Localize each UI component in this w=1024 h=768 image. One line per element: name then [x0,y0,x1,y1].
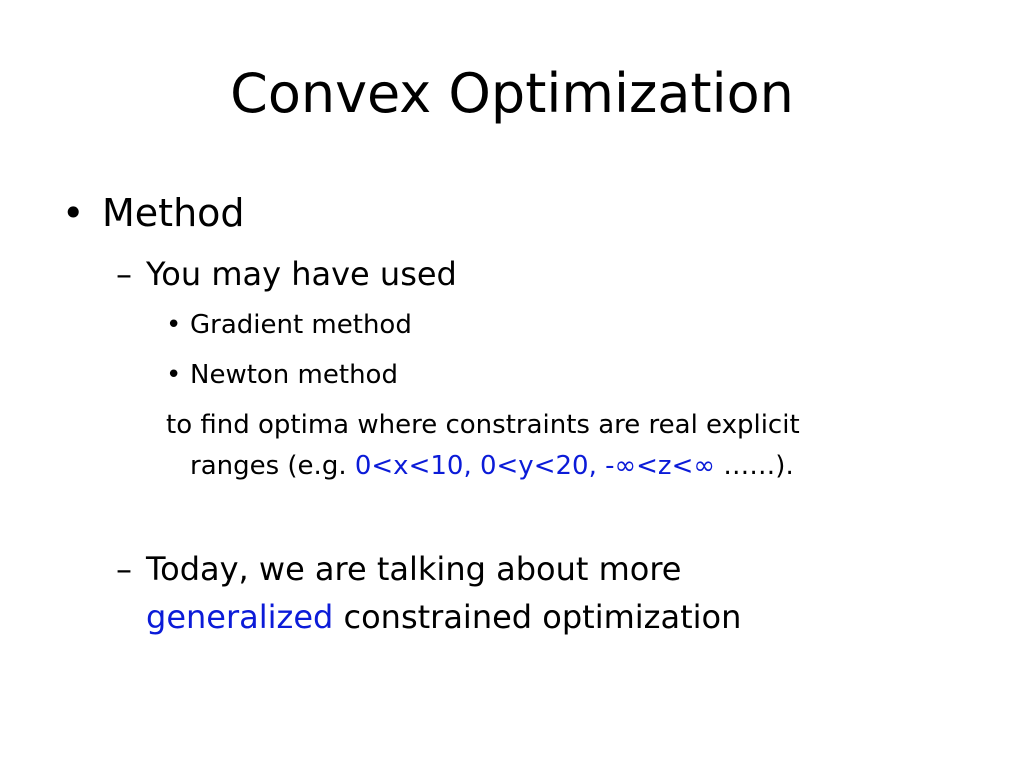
continuation-line-1: to find optima where constraints are real explicit [166,410,800,440]
bullet-icon: • [166,310,182,340]
continuation-prefix: ranges (e.g. [190,451,355,481]
continuation-line-2 [190,450,794,482]
highlight-generalized: generalized [146,598,334,636]
dash-icon: – [116,255,132,293]
today-rest: constrained optimization [333,598,742,636]
range-x: 0<x<10, [354,451,472,481]
bullet-icon: • [166,360,182,390]
list-item-gradient-method: Gradient method [190,310,412,340]
dash-icon: – [116,550,132,588]
sub-bullet-today: Today, we are talking about more [146,550,682,588]
bullet-icon: • [62,191,85,235]
range-z: -∞<z<∞ [605,451,716,481]
list-item-newton-method: Newton method [190,360,398,390]
sub-bullet-you-may-have-used: You may have used [146,255,457,293]
range-y: 0<y<20, [479,451,597,481]
slide-title: Convex Optimization [230,62,794,125]
bullet-method: Method [102,191,245,235]
continuation-suffix: ……). [715,451,794,481]
sub-bullet-today-line-2 [146,597,741,637]
